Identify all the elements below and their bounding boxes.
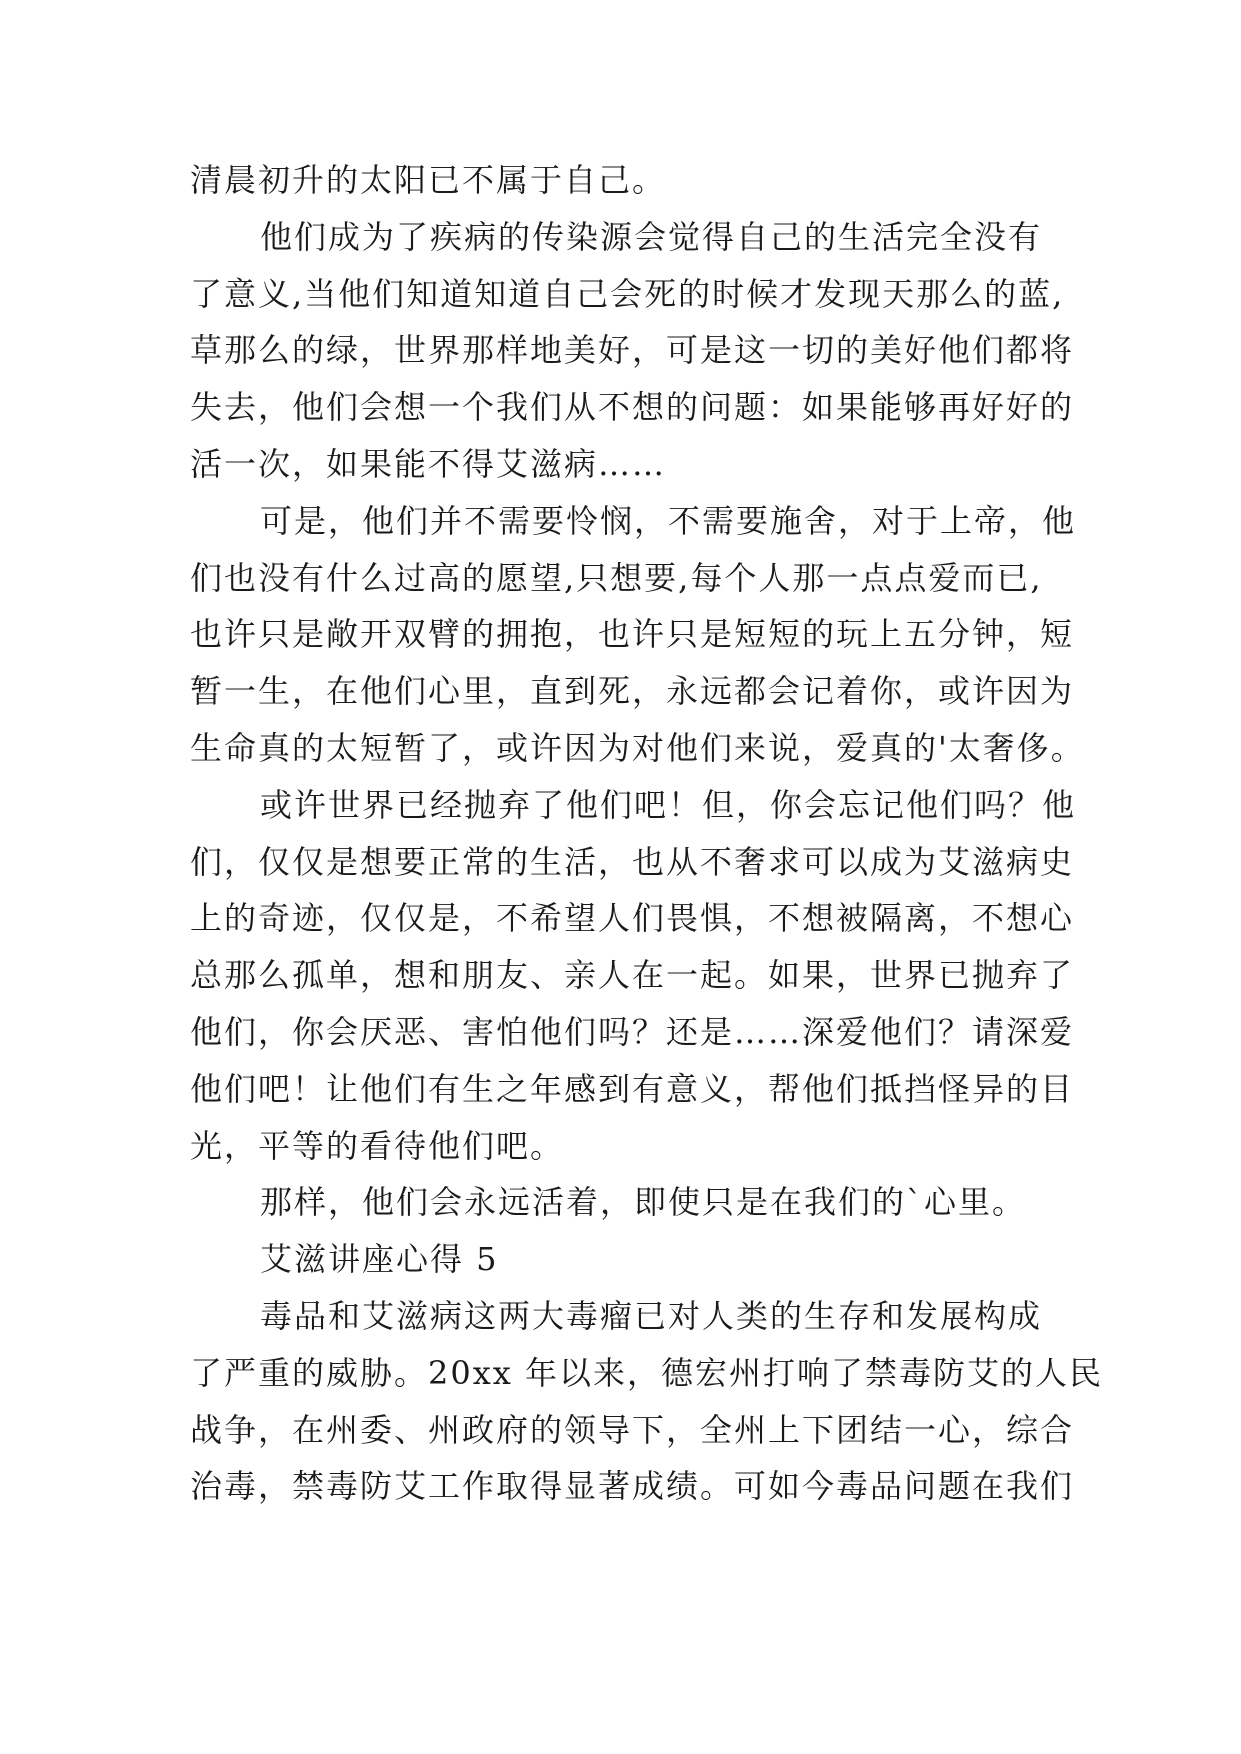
text-line: 他们吧！让他们有生之年感到有意义，帮他们抵挡怪异的目 bbox=[190, 1069, 1075, 1108]
text-line: 了严重的威胁。20xx 年以来，德宏州打响了禁毒防艾的人民 bbox=[190, 1353, 1103, 1392]
text-line: 上的奇迹，仅仅是，不希望人们畏惧，不想被隔离，不想心 bbox=[190, 899, 1075, 938]
text-line: 总那么孤单，想和朋友、亲人在一起。如果，世界已抛弃了 bbox=[190, 956, 1075, 995]
text-line: 可是，他们并不需要怜悯，不需要施舍，对于上帝，他 bbox=[260, 501, 1077, 540]
text-line: 或许世界已经抛弃了他们吧！但，你会忘记他们吗？他 bbox=[260, 785, 1077, 824]
document-body bbox=[190, 152, 1103, 1515]
text-line: 清晨初升的太阳已不属于自己。 bbox=[190, 161, 667, 199]
text-line: 战争，在州委、州政府的领导下，全州上下团结一心，综合 bbox=[190, 1410, 1075, 1449]
text-line: 暂一生，在他们心里，直到死，永远都会记着你，或许因为 bbox=[190, 672, 1075, 711]
text-line: 失去，他们会想一个我们从不想的问题：如果能够再好好的 bbox=[190, 388, 1075, 427]
text-line: 治毒，禁毒防艾工作取得显著成绩。可如今毒品问题在我们 bbox=[190, 1467, 1075, 1506]
text-line: 他们，你会厌恶、害怕他们吗？还是……深爱他们？请深爱 bbox=[190, 1012, 1075, 1051]
text-line: 们也没有什么过高的愿望,只想要,每个人那一点点爱而已, bbox=[190, 558, 1043, 597]
text-line: 活一次，如果能不得艾滋病…… bbox=[190, 444, 667, 483]
text-line: 毒品和艾滋病这两大毒瘤已对人类的生存和发展构成 bbox=[260, 1296, 1043, 1335]
text-line: 艾滋讲座心得 5 bbox=[260, 1240, 499, 1279]
text-line: 草那么的绿，世界那样地美好，可是这一切的美好他们都将 bbox=[190, 331, 1075, 370]
text-line: 了意义,当他们知道知道自己会死的时候才发现天那么的蓝, bbox=[190, 274, 1065, 313]
text-line: 也许只是敞开双臂的拥抱，也许只是短短的玩上五分钟，短 bbox=[190, 615, 1075, 654]
text-line: 他们成为了疾病的传染源会觉得自己的生活完全没有 bbox=[260, 217, 1043, 256]
text-line: 们，仅仅是想要正常的生活，也从不奢求可以成为艾滋病史 bbox=[190, 842, 1075, 881]
text-line: 生命真的太短暂了，或许因为对他们来说，爱真的'太奢侈。 bbox=[190, 728, 1085, 767]
text-line: 那样，他们会永远活着，即使只是在我们的`心里。 bbox=[260, 1183, 1027, 1222]
text-line: 光，平等的看待他们吧。 bbox=[190, 1126, 565, 1165]
